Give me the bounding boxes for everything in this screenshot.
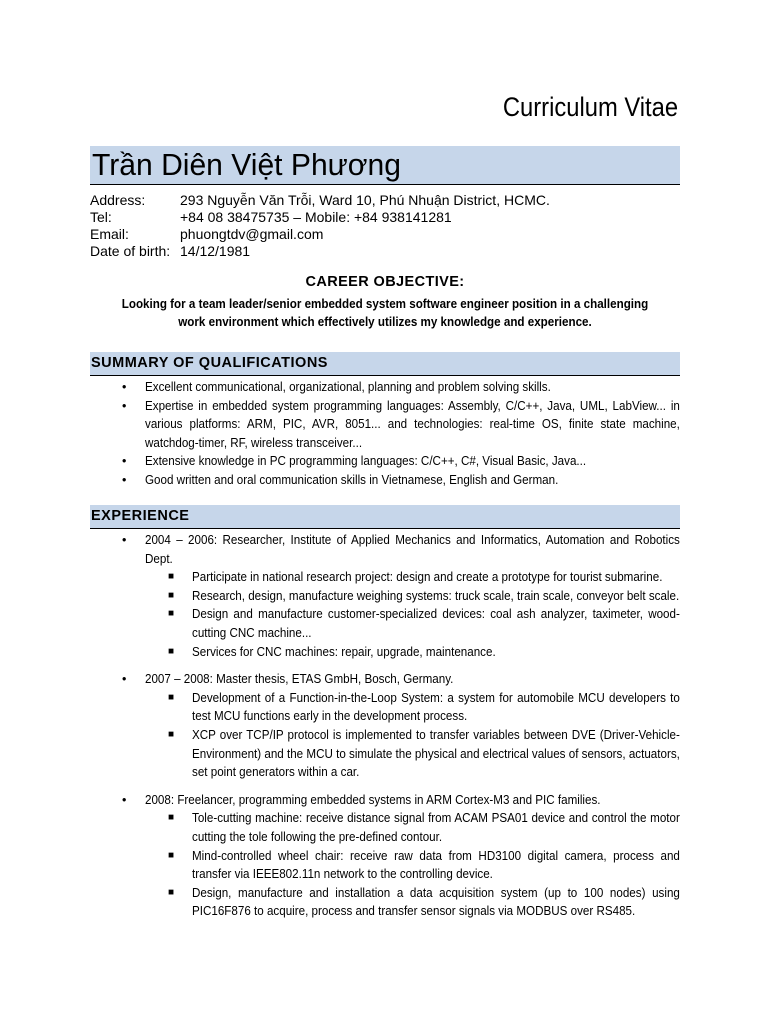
experience-list	[90, 531, 680, 921]
experience-entry-heading: • 2004 – 2006: Researcher, Institute of Applied Mechanics and Informatics, Automation and Robotics Dept.	[122, 533, 680, 566]
list-item: • Expertise in embedded system programming languages: Assembly, C/C++, Java, UML, LabView... in various platforms: ARM, PIC, AVR, 8051... and technologies: real-time OS, finite state machine, watchdog-timer, RF, wireless transceiver...	[122, 398, 680, 450]
contact-value: phuongtdv@gmail.com	[180, 226, 324, 242]
list-item: • Extensive knowledge in PC programming languages: C/C++, C#, Visual Basic, Java...	[90, 452, 680, 471]
experience-detail: ■ Tole-cutting machine: receive distance signal from ACAM PSA01 device and control the motor cutting the tole following the pre-defined contour.	[168, 811, 680, 844]
summary-section-title: SUMMARY OF QUALIFICATIONS	[91, 355, 328, 371]
contact-info	[90, 192, 550, 260]
bullet-icon: •	[122, 454, 127, 469]
contact-value: 293 Nguyễn Văn Trỗi, Ward 10, Phú Nhuận District, HCMC.	[180, 192, 550, 208]
contact-row-tel	[90, 209, 550, 226]
bullet-icon: •	[122, 472, 127, 487]
contact-row-birth	[90, 243, 550, 260]
experience-detail: ■ Design, manufacture and installation a data acquisition system (up to 100 nodes) using PIC16F876 to acquire, process and transfer sensor signals via MODBUS over RS485.	[168, 885, 680, 919]
experience-detail: ■ Research, design, manufacture weighing systems: truck scale, train scale, conveyor belt scale.	[90, 587, 680, 606]
square-bullet-icon: ■	[168, 571, 175, 583]
bullet-icon: •	[122, 380, 127, 394]
contact-label: Tel:	[90, 209, 112, 225]
square-bullet-icon: ■	[168, 886, 175, 898]
square-bullet-icon: ■	[168, 645, 175, 657]
summary-list	[90, 378, 680, 490]
document-title: Curriculum Vitae	[502, 92, 678, 122]
experience-detail: ■ Services for CNC machines: repair, upgrade, maintenance.	[90, 643, 680, 662]
contact-label: Email:	[90, 226, 129, 242]
bullet-icon: •	[122, 533, 127, 547]
square-bullet-icon: ■	[168, 691, 175, 703]
list-item: • Good written and oral communication skills in Vietnamese, English and German.	[90, 471, 680, 490]
contact-value: 14/12/1981	[180, 243, 251, 259]
experience-detail: ■ XCP over TCP/IP protocol is implemented to transfer variables between DVE (Driver-Vehicle-Environment) and the MCU to simulate the physical and electrical values of sensors, actuators, set point generators within a car.	[168, 727, 680, 780]
experience-detail: ■ Design and manufacture customer-specialized devices: coal ash analyzer, taximeter, wood-cutting CNC machine...	[168, 607, 680, 640]
summary-section-header	[90, 352, 680, 376]
career-objective-title: CAREER OBJECTIVE:	[305, 274, 465, 290]
square-bullet-icon: ■	[168, 608, 175, 620]
experience-detail: ■ Participate in national research project: design and create a prototype for tourist submarine.	[90, 568, 680, 587]
contact-row-address	[90, 192, 550, 209]
square-bullet-icon: ■	[168, 812, 175, 824]
list-item: • Excellent communicational, organizational, planning and problem solving skills.	[90, 378, 680, 397]
contact-label: Date of birth:	[90, 243, 171, 259]
name-banner	[90, 146, 680, 185]
experience-section-header	[90, 505, 680, 529]
square-bullet-icon: ■	[168, 849, 175, 861]
experience-section-title: EXPERIENCE	[91, 508, 190, 524]
contact-label: Address:	[90, 192, 146, 208]
bullet-icon: •	[122, 398, 127, 413]
square-bullet-icon: ■	[168, 589, 175, 601]
experience-entry-heading: • 2007 – 2008: Master thesis, ETAS GmbH, Bosch, Germany.	[90, 670, 680, 689]
contact-value: +84 08 38475735 – Mobile: +84 938141281	[180, 209, 452, 225]
career-objective-text: Looking for a team leader/senior embedded system software engineer position in a challenging work environment which effectively utilizes my knowledge and experience.	[121, 297, 649, 329]
experience-detail: ■ Development of a Function-in-the-Loop System: a system for automobile MCU developers to test MCU functions early in the development process.	[168, 690, 680, 724]
candidate-name: Trần Diên Việt Phương	[92, 147, 401, 182]
bullet-icon: •	[122, 672, 127, 687]
experience-entry-heading: • 2008: Freelancer, programming embedded systems in ARM Cortex-M3 and PIC families.	[90, 791, 680, 810]
contact-row-email	[90, 226, 550, 243]
square-bullet-icon: ■	[168, 728, 175, 740]
bullet-icon: •	[122, 792, 127, 807]
experience-detail: ■ Mind-controlled wheel chair: receive raw data from HD3100 digital camera, process and transfer via IEEE802.11n network to the controlling device.	[168, 848, 680, 882]
